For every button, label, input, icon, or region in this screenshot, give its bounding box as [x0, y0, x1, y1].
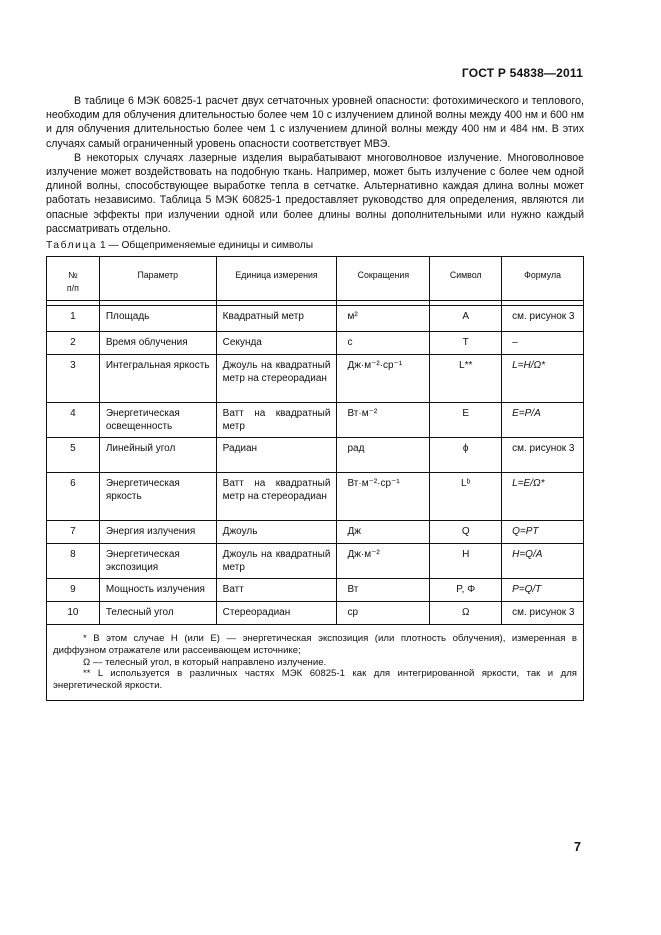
cell-formula: см. рисунок 3: [502, 306, 584, 332]
cell-param: Телесный угол: [99, 602, 216, 625]
cell-symbol: T: [430, 332, 502, 355]
cell-formula: L=H/Ω*: [502, 355, 584, 403]
cell-param: Мощность излучения: [99, 579, 216, 602]
table-header-row: [47, 257, 584, 301]
cell-symbol: E: [430, 403, 502, 438]
cell-symbol: ϕ: [430, 438, 502, 473]
header-unit: Единица измерения: [216, 257, 337, 301]
header-abbr: Сокращения: [337, 257, 430, 301]
cell-num: 10: [47, 602, 100, 625]
cell-abbr: Дж·м⁻²·ср⁻¹: [337, 355, 430, 403]
header-param: Параметр: [99, 257, 216, 301]
cell-abbr: ср: [337, 602, 430, 625]
cell-num: 8: [47, 544, 100, 579]
cell-abbr: Дж: [337, 521, 430, 544]
table-caption: [46, 240, 313, 251]
header-num-line2: п/п: [66, 282, 79, 293]
cell-symbol: Q: [430, 521, 502, 544]
cell-formula: Q=PT: [502, 521, 584, 544]
cell-formula: H=Q/A: [502, 544, 584, 579]
cell-num: 5: [47, 438, 100, 473]
cell-num: 2: [47, 332, 100, 355]
cell-formula: см. рисунок 3: [502, 438, 584, 473]
cell-num: 1: [47, 306, 100, 332]
cell-num: 4: [47, 403, 100, 438]
header-formula: Формула: [502, 257, 584, 301]
cell-unit: Ватт: [216, 579, 337, 602]
cell-param: Энергетическая яркость: [99, 473, 216, 521]
cell-param: Интегральная яркость: [99, 355, 216, 403]
table-row: [47, 438, 584, 473]
cell-abbr: Вт·м⁻²: [337, 403, 430, 438]
cell-param: Линейный угол: [99, 438, 216, 473]
table-row: [47, 403, 584, 438]
document-header: ГОСТ Р 54838—2011: [461, 66, 583, 80]
cell-formula: E=P/A: [502, 403, 584, 438]
cell-symbol: Ω: [430, 602, 502, 625]
table-row: [47, 602, 584, 625]
table-notes: [47, 625, 584, 701]
table-row: [47, 579, 584, 602]
note-2: Ω — телесный угол, в который направлено излучение.: [83, 656, 327, 668]
cell-num: 3: [47, 355, 100, 403]
cell-abbr: с: [337, 332, 430, 355]
table-row: [47, 544, 584, 579]
cell-param: Энергетическая экспозиция: [99, 544, 216, 579]
units-table: [46, 256, 584, 701]
cell-abbr: Вт·м⁻²·ср⁻¹: [337, 473, 430, 521]
paragraph-2: В некоторых случаях лазерные изделия вырабатывают многоволновое излучение. Многоволновое излучение может воздействовать на подобную ткань. Например, может быть излучение с более чем одной длиной волны, способствующее выработке тепла в сетчатке. Альтернативно каждая длина волны может работать независимо. Таблица 5 МЭК 60825-1 предоставляет руководство для определения, являются ли опасные эффекты при излучении одной или более длины волны дополнительными или нужно каждый рассматривать отдельно.: [46, 151, 584, 235]
cell-param: Время облучения: [99, 332, 216, 355]
note-3: ** L используется в различных частях МЭК 60825-1 как для интегрированной яркости, так и для энергетической яркости.: [53, 668, 577, 692]
cell-symbol: L**: [430, 355, 502, 403]
cell-param: Энергетическая освещенность: [99, 403, 216, 438]
table-row: [47, 521, 584, 544]
header-symbol: Символ: [430, 257, 502, 301]
cell-num: 7: [47, 521, 100, 544]
table-row: [47, 355, 584, 403]
cell-num: 9: [47, 579, 100, 602]
cell-abbr: м²: [337, 306, 430, 332]
table-row: [47, 473, 584, 521]
table-row: [47, 332, 584, 355]
cell-abbr: Дж·м⁻²: [337, 544, 430, 579]
cell-unit: Джоуль на квадратный метр: [216, 544, 337, 579]
cell-formula: см. рисунок 3: [502, 602, 584, 625]
cell-param: Площадь: [99, 306, 216, 332]
header-num-line1: №: [68, 270, 78, 280]
cell-unit: Квадратный метр: [216, 306, 337, 332]
table-row: [47, 306, 584, 332]
table-notes-row: [47, 625, 584, 701]
cell-unit: Стереорадиан: [216, 602, 337, 625]
table-caption-word: Таблица: [46, 240, 98, 251]
cell-formula: P=Q/T: [502, 579, 584, 602]
note-1: * В этом случае H (или E) — энергетическая экспозиция (или плотность облучения), измеренная в диффузном отражателе или рассеивающем источнике;: [53, 633, 577, 656]
cell-formula: L=E/Ω*: [502, 473, 584, 521]
cell-unit: Секунда: [216, 332, 337, 355]
cell-symbol: H: [430, 544, 502, 579]
cell-abbr: Вт: [337, 579, 430, 602]
cell-param: Энергия излучения: [99, 521, 216, 544]
table-caption-text: 1 — Общеприменяемые единицы и символы: [97, 240, 314, 251]
cell-unit: Джоуль: [216, 521, 337, 544]
page-number: 7: [574, 840, 581, 854]
cell-symbol: A: [430, 306, 502, 332]
cell-abbr: рад: [337, 438, 430, 473]
cell-symbol: Lᵇ: [430, 473, 502, 521]
body-text: [46, 94, 584, 236]
cell-formula: –: [502, 332, 584, 355]
cell-unit: Ватт на квадратный метр на стереорадиан: [216, 473, 337, 521]
paragraph-1: В таблице 6 МЭК 60825-1 расчет двух сетчаточных уровней опасности: фотохимического и теплового, необходим для облучения длительностью более чем 10 с излучением длиной волны между 400 нм и 600 нм и для облучения длительностью более чем 1 с излучением длиной волны между 400 нм и 484 нм. В этих случаях самый ограниченный уровень опасности соответствует МВЭ.: [46, 95, 584, 150]
cell-unit: Джоуль на квадратный метр на стереорадиан: [216, 355, 337, 403]
cell-unit: Ватт на квадратный метр: [216, 403, 337, 438]
cell-num: 6: [47, 473, 100, 521]
header-num: [47, 257, 100, 301]
cell-symbol: P, Φ: [430, 579, 502, 602]
cell-unit: Радиан: [216, 438, 337, 473]
